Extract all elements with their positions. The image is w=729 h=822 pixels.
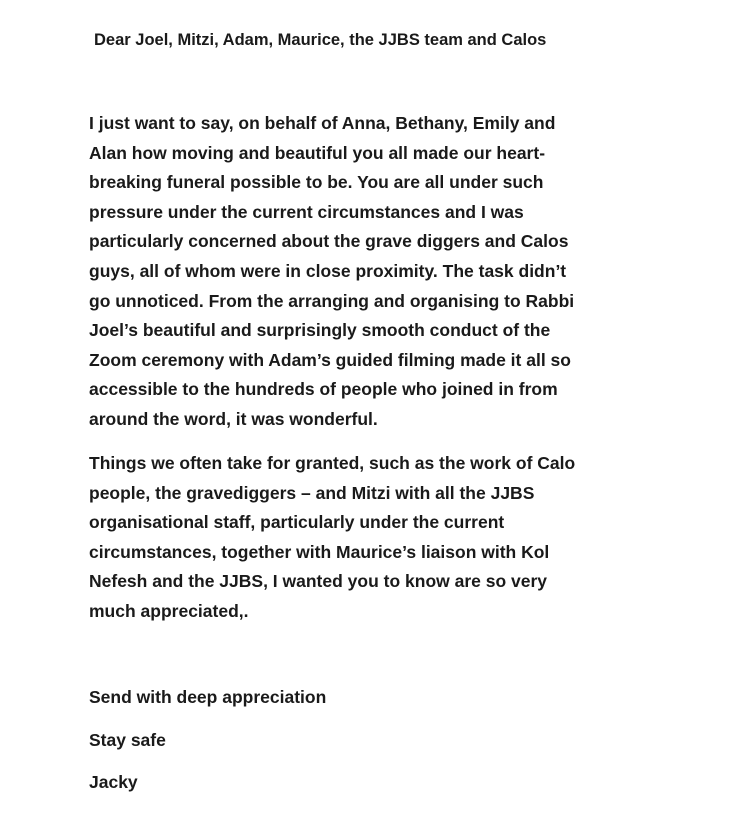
letter-salutation: Dear Joel, Mitzi, Adam, Maurice, the JJBS team and Calos	[94, 31, 547, 49]
letter-signature: Jacky	[89, 772, 138, 792]
letter-paragraph-2: Things we often take for granted, such as the work of Calo people, the gravediggers – and Mitzi with all the JJBS organisational staff, particularly under the current circumstances, together with Maurice’s liaison with Kol Nefesh and the JJBS, I wanted you to know are so very much appreciated,.	[89, 453, 576, 621]
letter-closing: Send with deep appreciation	[89, 687, 327, 707]
letter-sign-off: Stay safe	[89, 730, 166, 750]
letter-paragraph-1: I just want to say, on behalf of Anna, Bethany, Emily and Alan how moving and beautiful you all made our heart- breaking funeral possible to be. You are all under such pressure under the current circumstances and I was particularly concerned about the grave diggers and Calos guys, all of whom were in close proximity. The task didn’t go unnoticed. From the arranging and organising to Rabbi Joel’s beautiful and surprisingly smooth conduct of the Zoom ceremony with Adam’s guided filming made it all so accessible to the hundreds of people who joined in from around the word, it was wonderful.	[89, 113, 575, 429]
